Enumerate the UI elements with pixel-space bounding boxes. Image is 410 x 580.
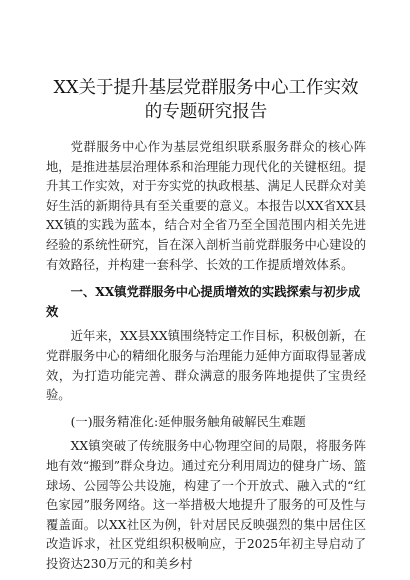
intro-paragraph: 党群服务中心作为基层党组织联系服务群众的核心阵地，是推进基层治理体系和治理能力现代化的关键枢纽。提升其工作实效，对于夯实党的执政根基、满足人民群众对美好生活的新期待具有至关重要的意义。本报告以XX省XX县XX镇的实践为蓝本，结合对全省乃至全国范围内相关先进经验的系统性研究，旨在深入剖析当前党群服务中心建设的有效路径，并构建一套科学、长效的工作提质增效体系。 bbox=[46, 140, 366, 272]
document-title: XX关于提升基层党群服务中心工作实效的专题研究报告 bbox=[53, 78, 359, 122]
section-1-heading: 一、XX镇党群服务中心提质增效的实践探索与初步成效 bbox=[46, 284, 361, 319]
subsection-1-heading: (一)服务精准化:延伸服务触角破解民生难题 bbox=[70, 414, 306, 429]
subsection-1-paragraph: XX镇突破了传统服务中心物理空间的局限，将服务阵地有效“搬到”群众身边。通过充分利用周边的健身广场、篮球场、公园等公共设施，构建了一个开放式、融入式的“红色家园”服务网络。这一举措极大地提升了服务的可及性与覆盖面。以XX社区为例，针对居民反映强烈的集中居住区改造诉求，社区党组织积极响应，于2025年初主导启动了投资达230万元的和美乡村 bbox=[46, 439, 366, 571]
section-1-paragraph: 近年来，XX县XX镇围绕特定工作目标，积极创新，在党群服务中心的精细化服务与治理能力延伸方面取得显著成效，为打造功能完善、群众满意的服务阵地提供了宝贵经验。 bbox=[46, 329, 366, 403]
